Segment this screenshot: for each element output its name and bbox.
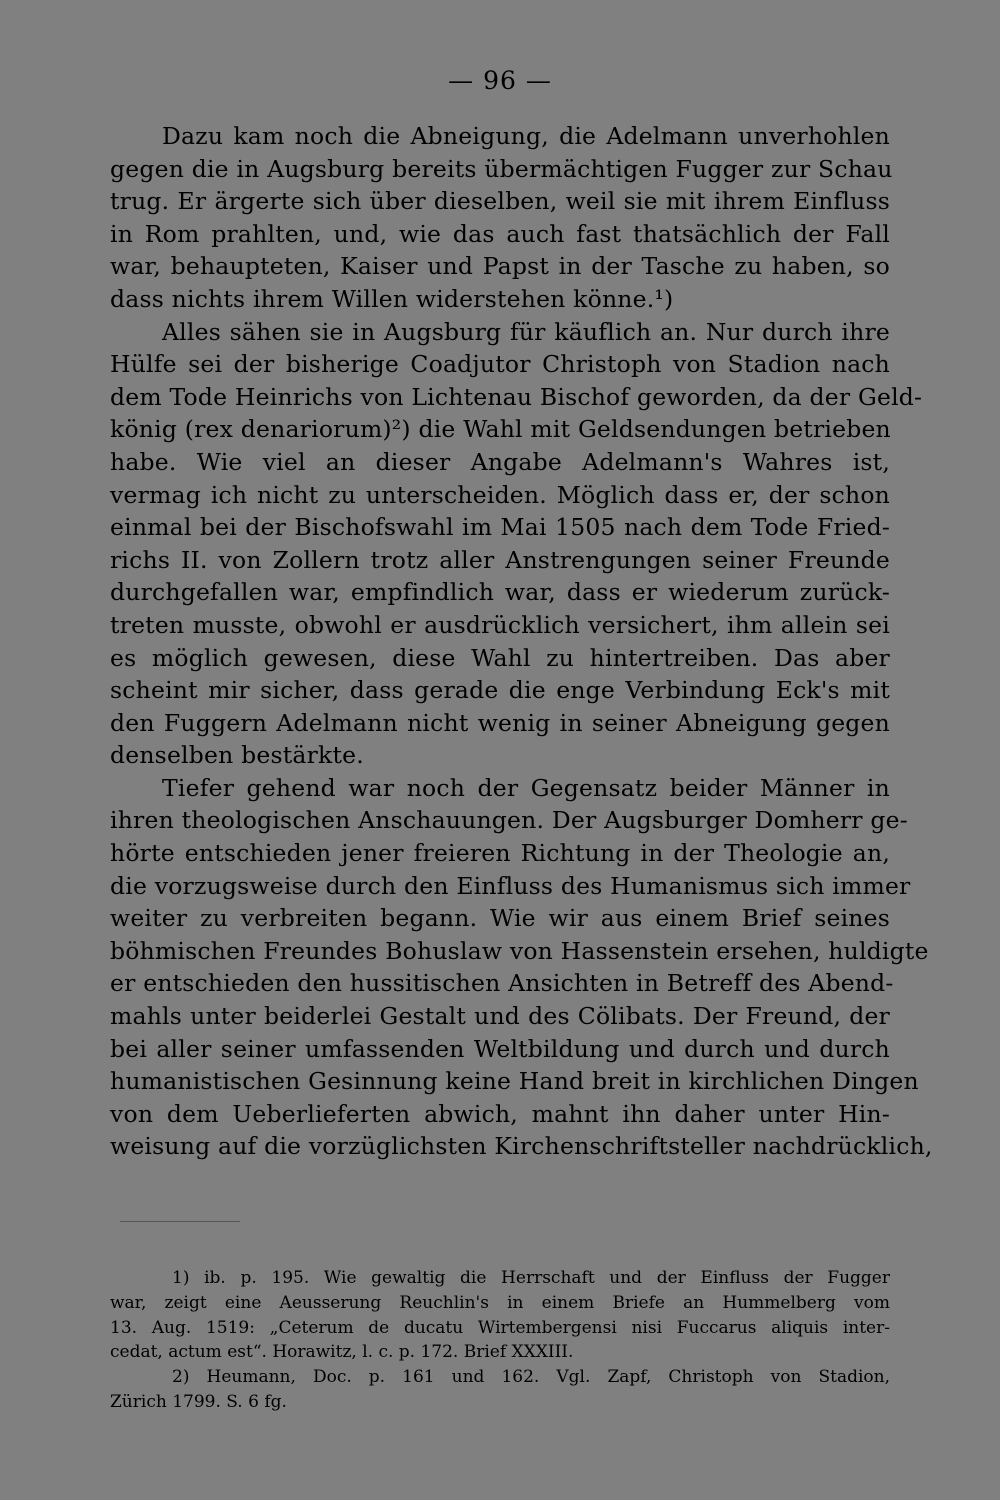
footnote	[110, 1365, 890, 1415]
text-line: er entschieden den hussitischen Ansichten in Betreff des Abend-	[110, 969, 894, 998]
text-line: könig (rex denariorum)²) die Wahl mit Geldsendungen betrieben	[110, 415, 891, 444]
footnote-divider	[120, 1221, 240, 1222]
text-line: humanistischen Gesinnung keine Hand breit in kirchlichen Dingen	[110, 1067, 919, 1096]
text-line: von dem Ueberlieferten abwich, mahnt ihn daher unter Hin-	[110, 1099, 890, 1128]
text-line: den Fuggern Adelmann nicht wenig in seiner Abneigung gegen	[110, 708, 890, 737]
text-line: treten musste, obwohl er ausdrücklich versichert, ihm allein sei	[110, 610, 890, 639]
paragraph	[110, 772, 933, 1163]
text-line: vermag ich nicht zu unterscheiden. Möglich dass er, der schon	[110, 480, 890, 509]
text-line: gegen die in Augsburg bereits übermächtigen Fugger zur Schau	[110, 154, 893, 183]
text-line: bei aller seiner umfassenden Weltbildung und durch und durch	[110, 1034, 890, 1063]
text-line: war, behaupteten, Kaiser und Papst in der Tasche zu haben, so	[110, 252, 890, 281]
text-line: Alles sähen sie in Augsburg für käuflich an. Nur durch ihre	[162, 317, 890, 346]
text-line: denselben bestärkte.	[110, 741, 364, 770]
footnote-line: 1) ib. p. 195. Wie gewaltig die Herrschaft und der Einfluss der Fugger	[172, 1268, 890, 1288]
footnote	[110, 1266, 890, 1365]
text-line: einmal bei der Bischofswahl im Mai 1505 nach dem Tode Fried-	[110, 513, 890, 542]
footnote-line: 2) Heumann, Doc. p. 161 und 162. Vgl. Zapf, Christoph von Stadion,	[172, 1367, 890, 1388]
text-line: Hülfe sei der bisherige Coadjutor Christoph von Stadion nach	[110, 350, 890, 379]
text-line: weisung auf die vorzüglichsten Kirchenschriftsteller nachdrücklich,	[110, 1132, 933, 1161]
text-line: richs II. von Zollern trotz aller Anstrengungen seiner Freunde	[110, 545, 890, 574]
text-line: scheint mir sicher, dass gerade die enge Verbindung Eck's mit	[110, 676, 890, 705]
text-line: Dazu kam noch die Abneigung, die Adelmann unverhohlen	[162, 122, 890, 150]
text-line: die vorzugsweise durch den Einfluss des Humanismus sich immer	[110, 871, 911, 900]
footnote-line: war, zeigt eine Aeusserung Reuchlin's in einem Briefe an Hummelberg vom	[110, 1292, 890, 1313]
text-line: durchgefallen war, empfindlich war, dass er wiederum zurück-	[110, 578, 890, 607]
footnotes	[110, 1266, 890, 1415]
body-text	[110, 120, 933, 1163]
footnote-line: cedat, actum est“. Horawitz, l. c. p. 172. Brief XXXIII.	[110, 1342, 574, 1363]
paragraph	[110, 120, 893, 316]
text-line: trug. Er ärgerte sich über dieselben, weil sie mit ihrem Einfluss	[110, 187, 890, 216]
page-number: — 96 —	[448, 66, 552, 95]
text-line: ihren theologischen Anschauungen. Der Augsburger Domherr ge-	[110, 806, 908, 835]
text-line: habe. Wie viel an dieser Angabe Adelmann's Wahres ist,	[110, 447, 890, 476]
text-line: es möglich gewesen, diese Wahl zu hintertreiben. Das aber	[110, 643, 890, 672]
text-line: böhmischen Freundes Bohuslaw von Hassenstein ersehen, huldigte	[110, 936, 929, 965]
text-line: hörte entschieden jener freieren Richtung in der Theologie an,	[110, 839, 890, 868]
text-line: in Rom prahlten, und, wie das auch fast thatsächlich der Fall	[110, 219, 890, 248]
text-line: mahls unter beiderlei Gestalt und des Cölibats. Der Freund, der	[110, 1002, 890, 1031]
text-line: dass nichts ihrem Willen widerstehen könne.¹)	[110, 284, 674, 313]
text-line: Tiefer gehend war noch der Gegensatz beider Männer in	[162, 773, 890, 802]
text-line: weiter zu verbreiten begann. Wie wir aus einem Brief seines	[110, 904, 890, 933]
paragraph	[110, 316, 923, 772]
footnote-line: 13. Aug. 1519: „Ceterum de ducatu Wirtembergensi nisi Fuccarus aliquis inter-	[110, 1317, 890, 1338]
footnote-line: Zürich 1799. S. 6 fg.	[110, 1391, 287, 1412]
text-line: dem Tode Heinrichs von Lichtenau Bischof geworden, da der Geld-	[110, 382, 923, 411]
